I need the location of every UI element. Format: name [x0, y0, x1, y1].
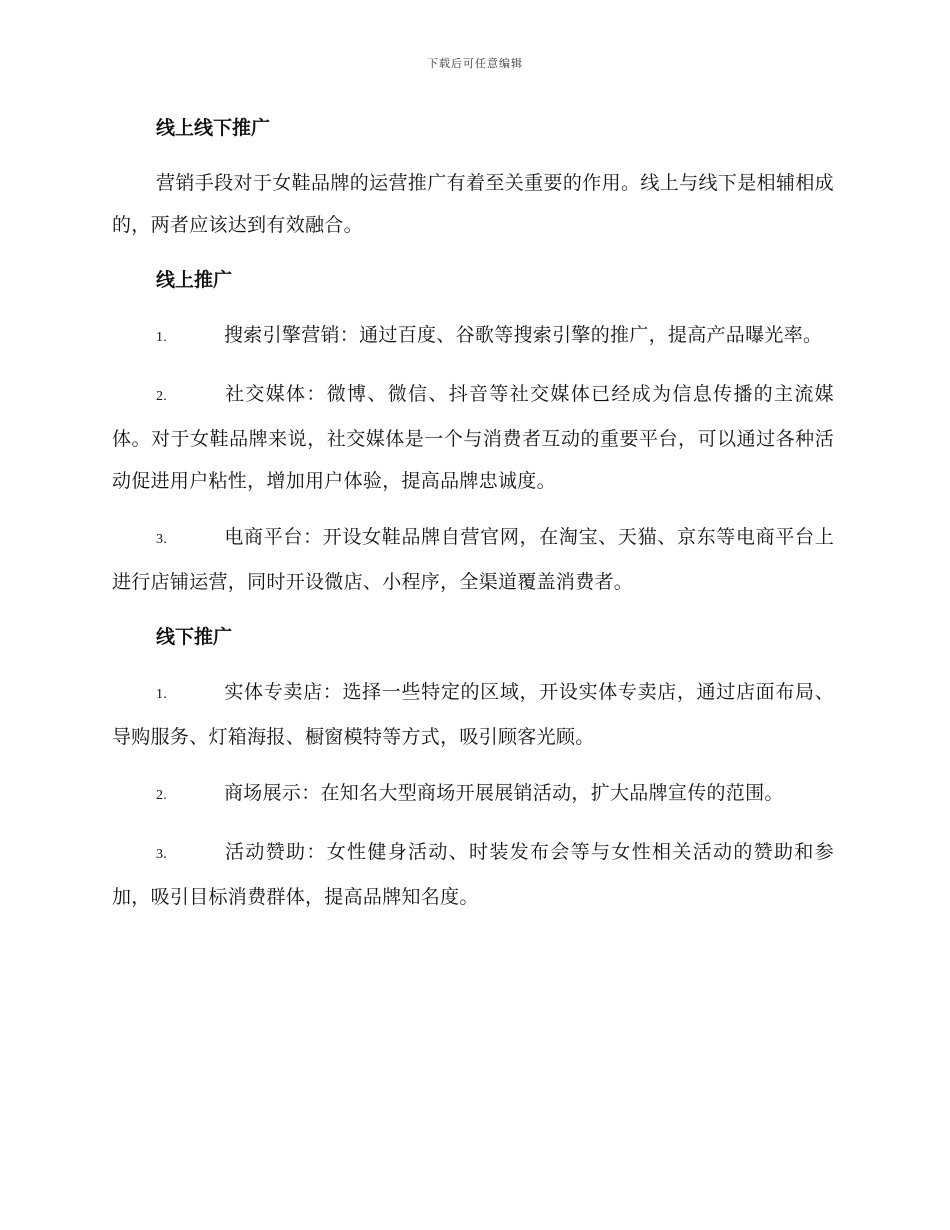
- list-item-text: 实体专卖店：选择一些特定的区域，开设实体专卖店，通过店面布局、导购服务、灯箱海报、橱窗模特等方式，吸引顾客光顾。: [112, 681, 834, 748]
- list-item-text: 搜索引擎营销：通过百度、谷歌等搜索引擎的推广，提高产品曝光率。: [224, 324, 823, 346]
- list-item: [112, 831, 834, 918]
- intro-paragraph: 营销手段对于女鞋品牌的运营推广有着至关重要的作用。线上与线下是相辅相成的，两者应该达到有效融合。: [112, 172, 834, 236]
- list-item-text: 商场展示：在知名大型商场开展展销活动，扩大品牌宣传的范围。: [224, 782, 784, 804]
- section-heading-offline: 线下推广: [156, 626, 233, 648]
- list-item-text: 电商平台：开设女鞋品牌自营官网，在淘宝、天猫、京东等电商平台上进行店铺运营，同时开设微店、小程序，全渠道覆盖消费者。: [112, 526, 834, 593]
- list-item-number: 3.: [156, 532, 168, 547]
- header-note: 下载后可任意编辑: [427, 57, 523, 70]
- list-item-text: 社交媒体：微博、微信、抖音等社交媒体已经成为信息传播的主流媒体。对于女鞋品牌来说，社交媒体是一个与消费者互动的重要平台，可以通过各种活动促进用户粘性，增加用户体验，提高品牌忠诚度。: [112, 383, 834, 492]
- list-item: [112, 516, 834, 603]
- list-item-text: 活动赞助：女性健身活动、时装发布会等与女性相关活动的赞助和参加，吸引目标消费群体，提高品牌知名度。: [112, 841, 834, 908]
- document-body: [112, 108, 834, 918]
- list-item-number: 3.: [156, 847, 168, 862]
- list-item-number: 1.: [156, 687, 168, 702]
- list-item-number: 2.: [156, 788, 168, 803]
- list-item-number: 1.: [156, 330, 168, 345]
- section-heading-main: 线上线下推广: [156, 117, 271, 139]
- list-item-number: 2.: [156, 389, 168, 404]
- list-item: [112, 373, 834, 502]
- list-item: [112, 772, 834, 817]
- section-heading-online: 线上推广: [156, 269, 233, 291]
- list-item: [112, 314, 834, 359]
- list-item: [112, 671, 834, 758]
